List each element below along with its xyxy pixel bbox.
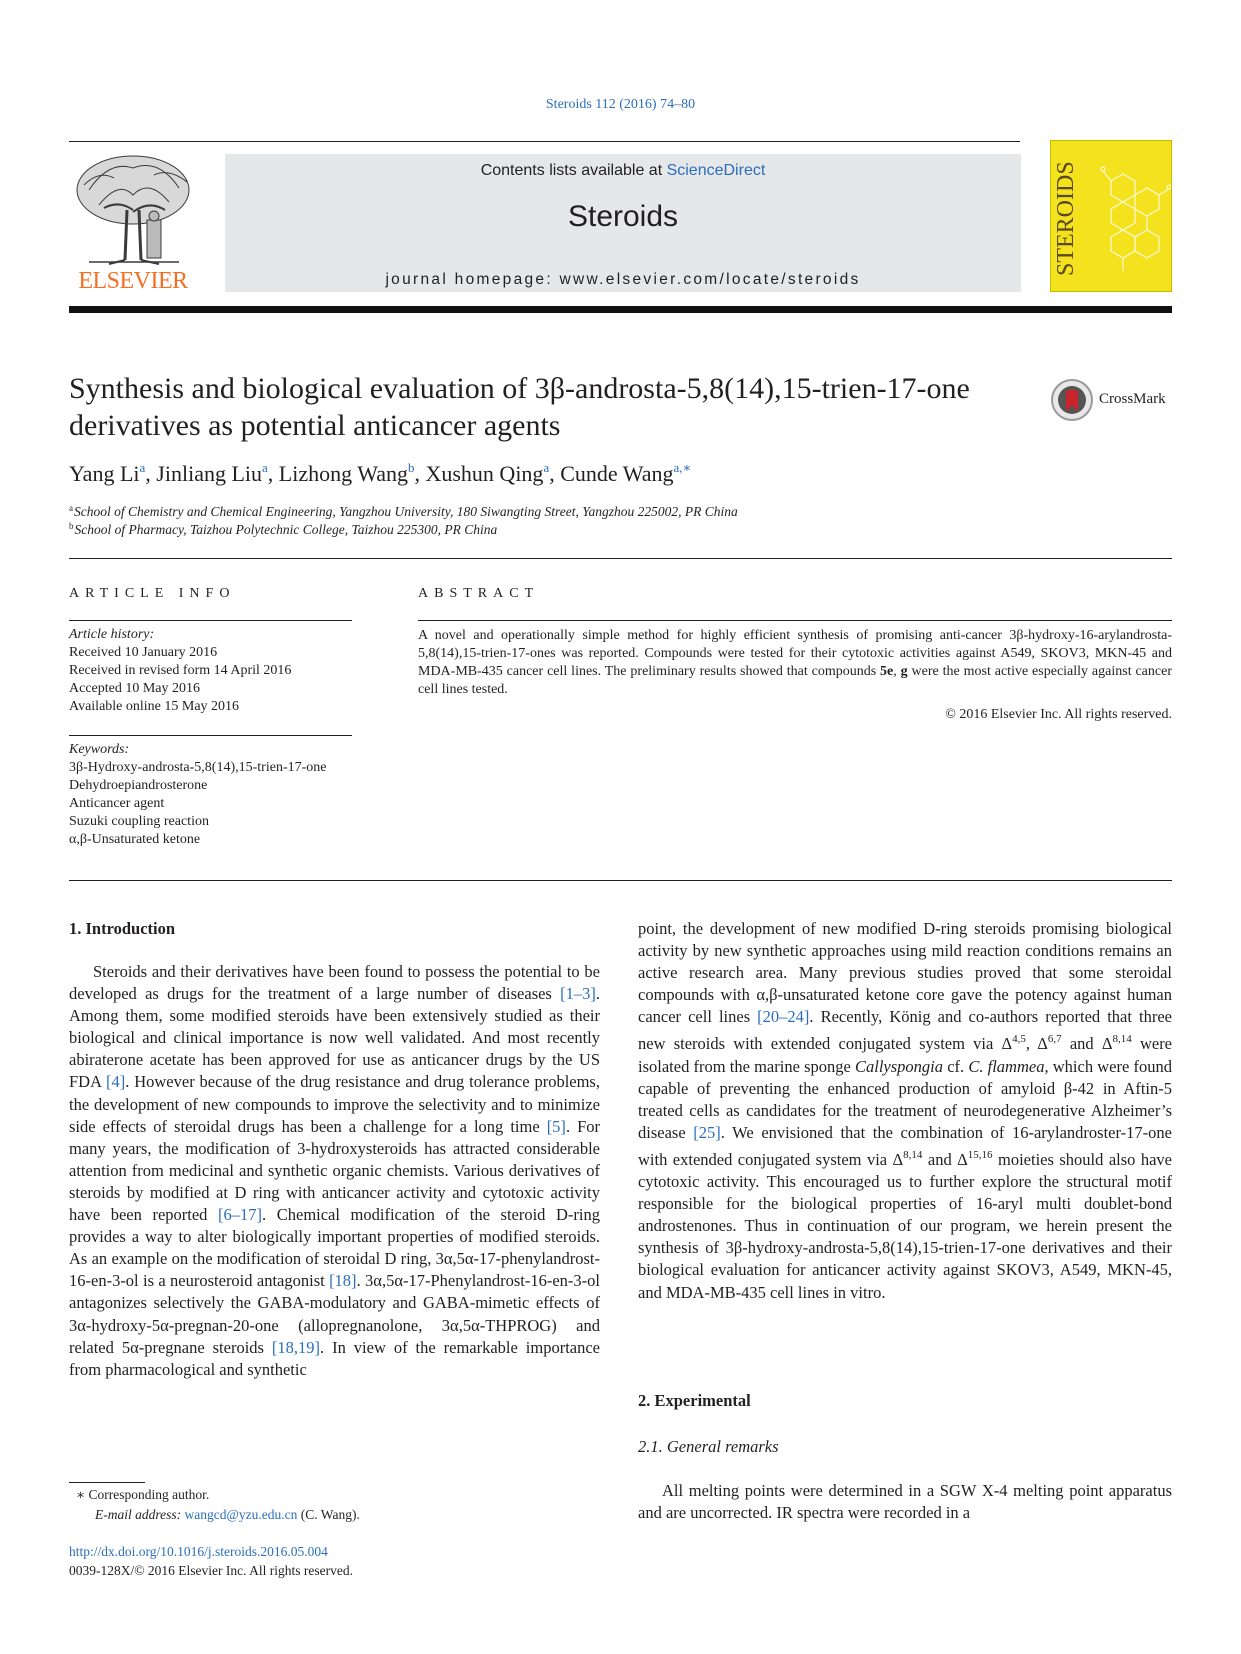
- journal-name: Steroids: [567, 200, 679, 233]
- citation-link[interactable]: [25]: [693, 1122, 721, 1142]
- text-run: , Δ: [1025, 1034, 1048, 1054]
- history-item: Available online 15 May 2016: [69, 699, 240, 714]
- history-item: Accepted 10 May 2016: [69, 681, 201, 696]
- citation-link[interactable]: [20–24]: [757, 1007, 810, 1027]
- section-heading-introduction: 1. Introduction: [69, 919, 176, 938]
- abstract-text: [418, 627, 1172, 699]
- text-run: . 3α,5α-17-Phenylandrost-16-en-3-ol antagonizes selectively the GABA-modulatory and GABA-mimetic effects of 3α-hydroxy-5α-pregnan-20-one (allopregnanolone, 3α,5α-THPROG) and related 5α-pregnane steroids: [69, 1271, 600, 1357]
- author-name: Lizhong Wang: [278, 461, 408, 486]
- affiliation-text: School of Pharmacy, Taizhou Polytechnic College, Taizhou 225300, PR China: [74, 522, 498, 537]
- author-affil-mark[interactable]: a: [262, 460, 268, 475]
- journal-header-box: [225, 154, 1021, 292]
- text-run: were isolated from the marine sponge: [638, 1034, 1173, 1076]
- affiliation-key: b: [69, 521, 74, 531]
- contents-prefix: Contents lists available at: [480, 162, 667, 179]
- keyword-item: Suzuki coupling reaction: [69, 814, 209, 829]
- abstract-part: were the most active especially against cancer cell lines tested.: [418, 664, 1172, 697]
- general-remarks-paragraph: All melting points were determined in a SGW X-4 melting point apparatus and are uncorrected. IR spectra were recorded in a: [638, 1481, 1172, 1523]
- text-run: and Δ: [1061, 1034, 1113, 1054]
- citation-link[interactable]: [18,19]: [271, 1337, 321, 1357]
- superscript: 6,7: [1047, 1033, 1062, 1046]
- header-thick-rule: [69, 306, 1172, 313]
- journal-reference[interactable]: Steroids 112 (2016) 74–80: [545, 97, 696, 112]
- superscript: 8,14: [1112, 1033, 1132, 1046]
- crossmark-label: CrossMark: [1099, 391, 1166, 407]
- text-run: . For many years, the modification of 3-hydroxysteroids has attracted considerable attention from medicinal and synthetic organic chemists. Various derivatives of steroids by modified at D ring with anticancer activity and cytotoxic activity have been reported: [69, 1116, 601, 1225]
- citation-link[interactable]: [18]: [329, 1271, 357, 1291]
- compound-label: 5e: [880, 664, 894, 679]
- article-info-heading: ARTICLE INFO: [69, 586, 236, 601]
- history-label: Article history:: [69, 627, 155, 642]
- citation-link[interactable]: [6–17]: [218, 1205, 263, 1225]
- cover-title: STEROIDS: [1053, 161, 1079, 277]
- introduction-paragraph-continued: [638, 918, 1172, 1304]
- divider: [69, 620, 352, 621]
- contents-line: [225, 162, 1021, 180]
- text-run: . Chemical modification of the steroid D-ring provides a way to alter biologically important properties of modified steroids. As an example on the modification of steroidal D ring, 3α,5α-17-phenylandrost- 16-en-3-ol is a neurosteroid antagonist: [69, 1205, 601, 1291]
- keyword-item: α,β-Unsaturated ketone: [69, 832, 201, 847]
- elsevier-tree-icon: [69, 150, 197, 268]
- text-run: and Δ: [922, 1149, 968, 1169]
- species-name: Callyspongia: [855, 1056, 944, 1076]
- abstract-copyright: © 2016 Elsevier Inc. All rights reserved.: [945, 707, 1172, 722]
- footnote-rule: [69, 1482, 145, 1483]
- text-run: . In view of the remarkable importance from pharmacological and synthetic: [69, 1337, 600, 1379]
- superscript: 15,16: [967, 1148, 993, 1161]
- text-run: . We envisioned that the combination of 16-arylandroster-17-one with extended conjugated system via Δ: [638, 1122, 1172, 1169]
- journal-homepage[interactable]: journal homepage: www.elsevier.com/locate/steroids: [385, 271, 861, 288]
- author-name: Yang Li: [69, 461, 140, 486]
- introduction-paragraph: [69, 961, 600, 1381]
- header-top-rule: [69, 141, 1020, 142]
- author-list: Yang Li$^a$, Jinliang Liu$^a$, Lizhong Wang$^b$, Xushun Qing$^a$, Cunde Wang$^{a,∗}$: [69, 460, 692, 486]
- citation-link[interactable]: [5]: [546, 1116, 566, 1136]
- text-run: moieties should also have cytotoxic activity. This encouraged us to further explore the structural motif responsible for the biological properties of 16-aryl multi doublet-bond androstenones. Thus in continuation of our program, we herein present the synthesis of 3β-hydroxy-androsta-5,8(14),15-trien-17-one derivatives and their biological evaluation for anticancer activity against SKOV3, A549, MKN-45, and MDA-MB-435 cell lines in vitro.: [638, 1149, 1172, 1302]
- crossmark-badge[interactable]: [1050, 378, 1180, 422]
- affiliation-key: a: [69, 503, 73, 513]
- abstract-heading: ABSTRACT: [418, 586, 540, 601]
- superscript: 8,14: [903, 1148, 923, 1161]
- author-name: Cunde Wang: [560, 461, 674, 486]
- journal-cover: [1050, 140, 1172, 292]
- affiliation-text: School of Chemistry and Chemical Engineering, Yangzhou University, 180 Siwangting Street, Yangzhou 225002, PR China: [74, 504, 738, 519]
- sciencedirect-link[interactable]: ScienceDirect: [666, 162, 766, 179]
- keywords: [69, 741, 352, 849]
- species-name: C. flammea: [968, 1056, 1045, 1076]
- abstract-part: A novel and operationally simple method for highly efficient synthesis of promising anti-cancer 3β-hydroxy-16-arylandrosta-5,8(14),15-trien-17-ones was reported. Compounds were tested for their cytotoxic activities against A549, SKOV3, MKN-45 and MDA-MB-435 cancer cell lines. The preliminary results showed that compounds: [418, 628, 1172, 679]
- text-run: . Among them, some modified steroids have been extensively studied as their biological and clinical importance is now well validated. And most recently abiraterone acetate has been approved for use as anticancer drugs by the US FDA: [69, 984, 600, 1092]
- divider: [69, 735, 352, 736]
- author-affil-mark[interactable]: a,∗: [673, 460, 692, 475]
- section-heading-experimental: 2. Experimental: [638, 1391, 751, 1410]
- doi-link[interactable]: http://dx.doi.org/10.1016/j.steroids.2016.05.004: [69, 1544, 328, 1559]
- issn-line: 0039-128X/© 2016 Elsevier Inc. All rights reserved.: [69, 1563, 353, 1578]
- corresponding-author-note: ∗ Corresponding author.: [76, 1487, 210, 1502]
- text-run: . However because of the drug resistance and drug tolerance problems, the development of new compounds to improve the selectivity and to minimize side effects of steroidal drugs has been a challenge for a long time: [69, 1072, 600, 1136]
- article-title: Synthesis and biological evaluation of 3β-androsta-5,8(14),15-trien-17-one derivatives as potential anticancer agents: [69, 372, 970, 442]
- abstract-sep: ,: [893, 664, 901, 679]
- author-affil-mark[interactable]: a: [139, 460, 146, 475]
- article-history: [69, 626, 291, 716]
- elsevier-logo: [69, 150, 197, 295]
- molecule-pattern-icon: [1051, 141, 1172, 292]
- affiliation-b: [69, 521, 497, 538]
- text-run: cf.: [943, 1056, 969, 1076]
- history-item: Received 10 January 2016: [69, 645, 218, 660]
- author-affil-mark[interactable]: a: [543, 460, 550, 475]
- keyword-item: Anticancer agent: [69, 796, 165, 811]
- divider: [69, 558, 1172, 559]
- email-label: E-mail address:: [95, 1507, 185, 1522]
- text-run: . Recently, König and co-authors reported that three new steroids with extended conjugated system via Δ: [638, 1007, 1172, 1054]
- history-item: Received in revised form 14 April 2016: [69, 663, 292, 678]
- author-name: Xushun Qing: [425, 461, 544, 486]
- compound-label: g: [900, 664, 908, 679]
- author-affil-mark[interactable]: b: [407, 460, 415, 475]
- email-link[interactable]: wangcd@yzu.edu.cn: [184, 1507, 298, 1522]
- email-note: [95, 1507, 360, 1523]
- divider: [69, 880, 1172, 881]
- text-run: point, the development of new modified D-ring steroids promising biological activity by new synthetic approaches using mild reaction conditions remains an active research area. Many previous studies proved that some steroidal compounds with α,β-unsaturated ketone core gave the potency against human cancer cell lines: [638, 919, 1172, 1027]
- elsevier-wordmark: ELSEVIER: [78, 268, 188, 294]
- keyword-item: 3β-Hydroxy-androsta-5,8(14),15-trien-17-one: [69, 760, 327, 775]
- keywords-label: Keywords:: [69, 742, 130, 757]
- citation-link[interactable]: [1–3]: [560, 984, 596, 1004]
- superscript: 4,5: [1012, 1033, 1026, 1046]
- text-run: , which were found capable of preventing the enhanced production of amyloid β-42 in Aftin-5 treated cells as candidates for the treatment of neurodegenerative Alzheimer’s disease: [638, 1056, 1172, 1142]
- text-run: Steroids and their derivatives have been found to possess the potential to be developed as drugs for the treatment of a large number of diseases: [69, 962, 600, 1004]
- email-suffix: (C. Wang).: [297, 1507, 360, 1522]
- divider: [418, 620, 1172, 621]
- crossmark-icon: [1050, 378, 1094, 422]
- author-name: Jinliang Liu: [156, 461, 263, 486]
- subsection-heading-general-remarks: 2.1. General remarks: [638, 1437, 779, 1456]
- keyword-item: Dehydroepiandrosterone: [69, 778, 208, 793]
- citation-link[interactable]: [4]: [105, 1072, 126, 1092]
- affiliation-a: [69, 503, 738, 520]
